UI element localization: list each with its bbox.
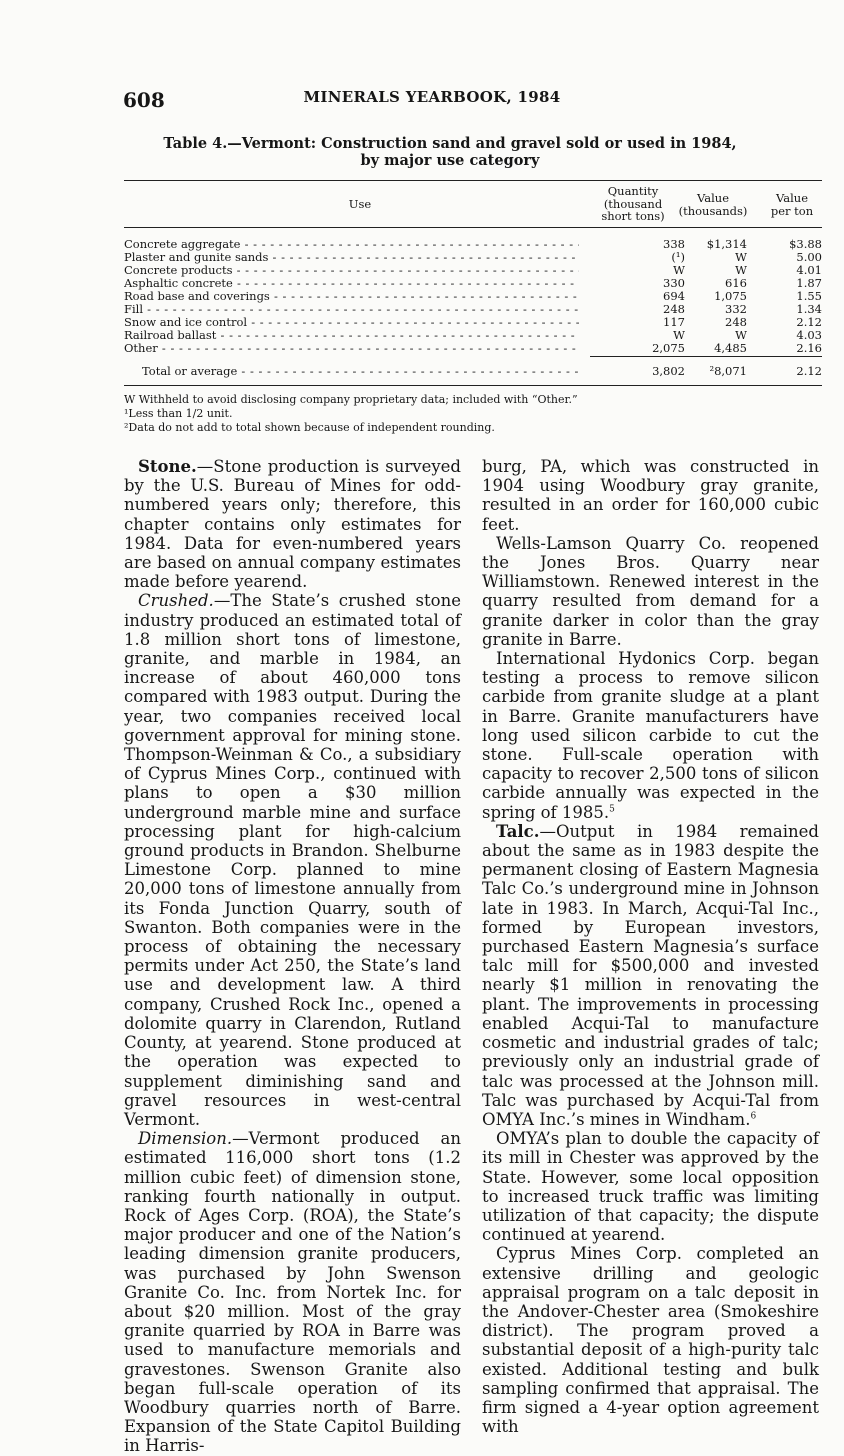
table-bottom-rule <box>124 385 822 386</box>
row-value: $1,314 <box>706 237 747 251</box>
talc-paragraph <box>482 822 819 1129</box>
row-use: Fill - - - <box>124 303 579 316</box>
table-title-line-2: by major use category <box>360 152 540 169</box>
row-per-ton: 1.34 <box>796 302 822 316</box>
row-quantity: 338 <box>663 237 685 251</box>
hydonics-text: International Hydonics Corp. began testing a process to remove silicon carbide from granite sludge at a plant in Barre. Granite manufacturers have long used silicon carbide to cut the stone. Full-scale operation with capacity to recover 2,500 tons of silicon carbide annually was expected in the spring of 1985. <box>482 649 819 822</box>
row-value: W <box>735 250 747 264</box>
row-value: 1,075 <box>714 289 747 303</box>
dimension-text: —Vermont produced an estimated 116,000 short tons (1.2 million cubic feet) of dimension stone, ranking fourth nationally in output. Rock of Ages Corp. (ROA), the State’s major producer and one of the Nation’s leading dimension granite producers, was purchased by John Swenson Granite Co. Inc. from Nortek Inc. for about $20 million. Most of the gray granite quarried by ROA in Barre was used to manufacture memorials and gravestones. Swenson Granite also began full-scale operation of its Woodbury quarries north of Barre. Expansion of the State Capitol Building in Harris- <box>124 1129 461 1456</box>
row-quantity: (¹) <box>671 250 685 264</box>
row-quantity: 3,802 <box>652 364 685 378</box>
running-head: MINERALS YEARBOOK, 1984 <box>303 88 561 106</box>
header-quantity: Quantity (thousand short tons) <box>601 184 665 223</box>
table-header-rule <box>124 227 822 228</box>
table-row <box>124 303 822 316</box>
row-value: 332 <box>725 302 747 316</box>
footnote-ref: 6 <box>750 1111 757 1122</box>
stone-heading: Stone. <box>138 457 197 476</box>
crushed-text: —The State’s crushed stone industry produced an estimated total of 1.8 million short tons of limestone, granite, and marble in 1984, an increase of about 460,000 tons compared with 1983 output. During the year, two companies received local government approval for mining stone. Thompson-Weinman & Co., a subsidiary of Cyprus Mines Corp., continued with plans to open a $30 million underground marble mine and surface processing plant for high-calcium ground products in Brandon. Shelburne Limestone Corp. planned to mine 20,000 tons of limestone annually from its Fonda Junction Quarry, south of Swanton. Both companies were in the process of obtaining the necessary permits under Act 250, the State’s land use and development law. A third company, Crushed Rock Inc., opened a dolomite quarry in Clarendon, Rutland County, at yearend. Stone produced at the operation was expected to supplement diminishing sand and gravel resources in west-central Vermont. <box>124 591 461 1129</box>
row-quantity: 330 <box>663 276 685 290</box>
row-per-ton: 2.12 <box>796 364 822 378</box>
row-per-ton: 1.55 <box>796 289 822 303</box>
table-row <box>124 342 822 355</box>
wells-lamson-paragraph: Wells-Lamson Quarry Co. reopened the Jones Bros. Quarry near Williamstown. Renewed interest in the quarry resulted from demand for a granite darker in color than the gray granite in Barre. <box>482 533 819 649</box>
continued-paragraph: burg, PA, which was constructed in 1904 using Woodbury gray granite, resulted in an order for 160,000 cubic feet. <box>482 457 819 534</box>
row-quantity: 694 <box>663 289 685 303</box>
table-row <box>124 290 822 303</box>
cyprus-paragraph: Cyprus Mines Corp. completed an extensive drilling and geologic appraisal program on a talc deposit in the Andover-Chester area (Smokeshire district). The program proved a substantial deposit of a high-purity talc existed. Additional testing and bulk sampling confirmed that appraisal. The firm signed a 4-year option agreement with <box>482 1244 819 1437</box>
table-footnote: ²Data do not add to total shown because of independent rounding. <box>124 421 495 434</box>
row-per-ton: 2.12 <box>796 315 822 329</box>
table-footnote: ¹Less than 1/2 unit. <box>124 407 233 420</box>
row-quantity: W <box>673 263 685 277</box>
row-use: Railroad ballast - - - <box>124 329 579 342</box>
row-value: 4,485 <box>714 341 747 355</box>
table-row <box>124 264 822 277</box>
row-value: 616 <box>725 276 747 290</box>
table-row <box>124 238 822 251</box>
row-use: Total or average - - - <box>124 365 579 378</box>
table-footnote: W Withheld to avoid disclosing company proprietary data; included with “Other.” <box>124 393 578 406</box>
row-use: Snow and ice control - - - <box>124 316 579 329</box>
table-row <box>124 251 822 264</box>
footnote-ref: 5 <box>609 804 615 815</box>
row-use: Concrete products - - - <box>124 264 579 277</box>
dimension-paragraph <box>124 1129 461 1455</box>
row-per-ton: 5.00 <box>796 250 822 264</box>
row-value: ²8,071 <box>709 364 747 378</box>
header-value: Value (thousands) <box>678 191 748 218</box>
right-column <box>482 457 819 1436</box>
row-use: Road base and coverings - - - <box>124 290 579 303</box>
table-title-line-1: Table 4.—Vermont: Construction sand and gravel sold or used in 1984, <box>163 135 737 152</box>
row-use: Other - - - <box>124 342 579 355</box>
left-column <box>124 457 461 1456</box>
stone-paragraph <box>124 457 461 591</box>
table-title <box>160 135 740 169</box>
table-total-row <box>124 365 822 378</box>
row-value: W <box>735 263 747 277</box>
row-value: 248 <box>725 315 747 329</box>
talc-text: —Output in 1984 remained about the same as in 1983 despite the permanent closing of Eastern Magnesia Talc Co.’s underground mine in Johnson late in 1983. In March, Acqui-Tal Inc., formed by European investors, purchased Eastern Magnesia’s surface talc mill for $500,000 and invested nearly $1 million in renovating the plant. The improvements in processing enabled Acqui-Tal to manufacture cosmetic and industrial grades of talc; previously only an industrial grade of talc was processed at the Johnson mill. Talc was purchased by Acqui-Tal from OMYA Inc.’s mines in Windham. <box>482 821 819 1129</box>
row-use: Asphaltic concrete - - - <box>124 277 579 290</box>
page-number: 608 <box>123 88 165 112</box>
crushed-paragraph <box>124 591 461 1129</box>
crushed-heading: Crushed. <box>138 591 214 611</box>
row-use: Concrete aggregate - - - <box>124 238 579 251</box>
talc-heading: Talc. <box>496 821 540 841</box>
dimension-heading: Dimension. <box>138 1129 233 1149</box>
row-quantity: 117 <box>663 315 685 329</box>
hydonics-paragraph <box>482 649 819 822</box>
table-top-rule <box>124 180 822 181</box>
header-value-per-ton: Value per ton <box>770 191 814 218</box>
row-per-ton: 1.87 <box>796 276 822 290</box>
row-per-ton: $3.88 <box>789 237 822 251</box>
row-quantity: W <box>673 328 685 342</box>
omya-paragraph: OMYA’s plan to double the capacity of its mill in Chester was approved by the State. However, some local opposition to increased truck traffic was limiting utilization of that capacity; the dispute continued at yearend. <box>482 1129 819 1245</box>
row-quantity: 248 <box>663 302 685 316</box>
row-per-ton: 4.03 <box>796 328 822 342</box>
stone-text: —Stone production is surveyed by the U.S. Bureau of Mines for odd-numbered years only; therefore, this chapter contains only estimates for 1984. Data for even-numbered years are based on annual company estimates made before yearend. <box>124 457 461 592</box>
subtotal-rule <box>590 356 822 357</box>
table-row <box>124 316 822 329</box>
row-quantity: 2,075 <box>652 341 685 355</box>
header-use: Use <box>348 197 372 211</box>
row-value: W <box>735 328 747 342</box>
row-use: Plaster and gunite sands - - - <box>124 251 579 264</box>
row-per-ton: 2.16 <box>796 341 822 355</box>
row-per-ton: 4.01 <box>796 263 822 277</box>
